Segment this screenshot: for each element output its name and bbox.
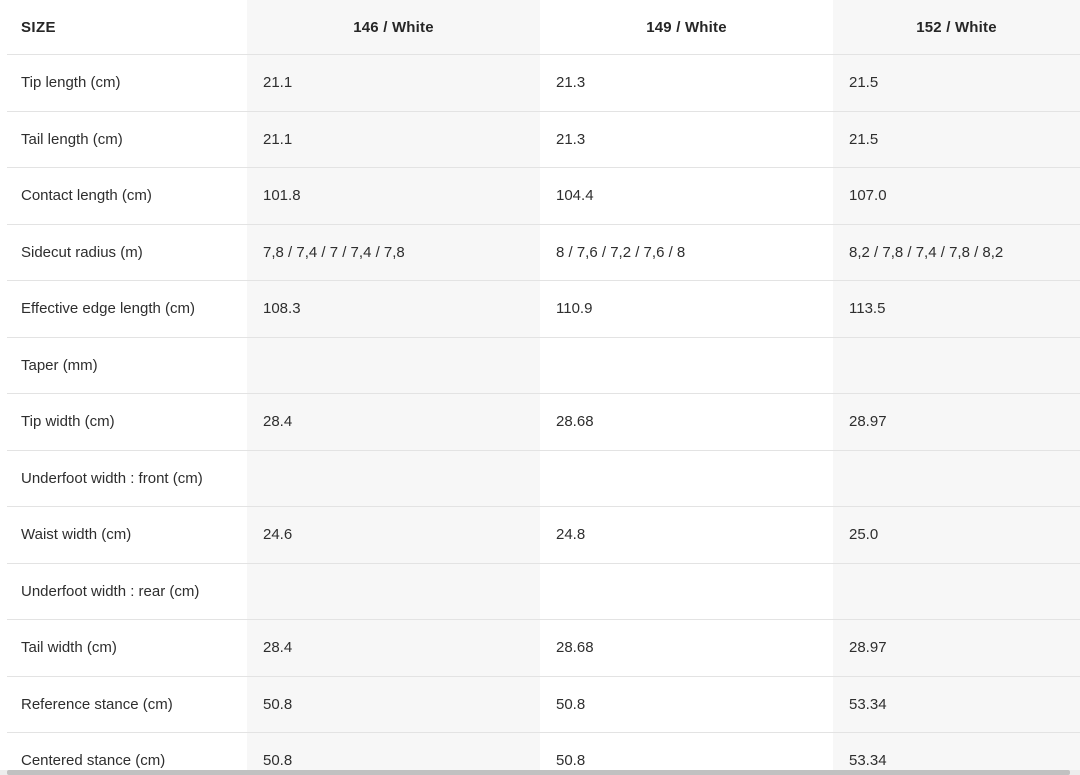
table-row-tail-length bbox=[0, 112, 1080, 169]
table-row-contact-length bbox=[0, 168, 1080, 225]
column-header-size-146-white: 146 / White bbox=[247, 0, 540, 55]
spec-value-cell: 53.34 bbox=[833, 677, 1080, 734]
spec-value-cell: 28.97 bbox=[833, 394, 1080, 451]
table-row-effective-edge-length bbox=[0, 281, 1080, 338]
row-label: Tail length (cm) bbox=[0, 112, 247, 169]
spec-value-cell bbox=[540, 451, 833, 508]
spec-value-cell: 108.3 bbox=[247, 281, 540, 338]
spec-value-cell: 28.97 bbox=[833, 620, 1080, 677]
table-row-tip-width bbox=[0, 394, 1080, 451]
spec-value-cell: 50.8 bbox=[540, 733, 833, 775]
spec-value-cell: 50.8 bbox=[247, 733, 540, 775]
column-header-size-149-white: 149 / White bbox=[540, 0, 833, 55]
spec-value-cell: 21.3 bbox=[540, 55, 833, 112]
horizontal-scrollbar-thumb[interactable] bbox=[7, 770, 1070, 775]
spec-value-cell bbox=[540, 338, 833, 395]
spec-value-cell: 101.8 bbox=[247, 168, 540, 225]
table-row-taper bbox=[0, 338, 1080, 395]
spec-value-cell: 28.4 bbox=[247, 620, 540, 677]
row-label: Reference stance (cm) bbox=[0, 677, 247, 734]
row-label: Tip width (cm) bbox=[0, 394, 247, 451]
spec-value-cell: 107.0 bbox=[833, 168, 1080, 225]
spec-value-cell: 21.1 bbox=[247, 55, 540, 112]
row-label: Waist width (cm) bbox=[0, 507, 247, 564]
spec-value-cell: 113.5 bbox=[833, 281, 1080, 338]
table-row-tip-length bbox=[0, 55, 1080, 112]
spec-value-cell: 8 / 7,6 / 7,2 / 7,6 / 8 bbox=[540, 225, 833, 282]
spec-value-cell: 104.4 bbox=[540, 168, 833, 225]
spec-value-cell: 24.8 bbox=[540, 507, 833, 564]
table-row-underfoot-width-rear bbox=[0, 564, 1080, 621]
row-label: Effective edge length (cm) bbox=[0, 281, 247, 338]
spec-value-cell bbox=[247, 451, 540, 508]
spec-value-cell bbox=[247, 338, 540, 395]
table-row-underfoot-width-front bbox=[0, 451, 1080, 508]
spec-value-cell: 21.3 bbox=[540, 112, 833, 169]
spec-value-cell bbox=[540, 564, 833, 621]
table-row-tail-width bbox=[0, 620, 1080, 677]
spec-value-cell bbox=[247, 564, 540, 621]
spec-value-cell: 21.5 bbox=[833, 55, 1080, 112]
spec-value-cell: 28.68 bbox=[540, 620, 833, 677]
row-label: Underfoot width : rear (cm) bbox=[0, 564, 247, 621]
spec-value-cell: 8,2 / 7,8 / 7,4 / 7,8 / 8,2 bbox=[833, 225, 1080, 282]
table-row-sidecut-radius bbox=[0, 225, 1080, 282]
spec-value-cell: 50.8 bbox=[247, 677, 540, 734]
table-header-row bbox=[0, 0, 1080, 55]
spec-value-cell: 110.9 bbox=[540, 281, 833, 338]
row-label: Underfoot width : front (cm) bbox=[0, 451, 247, 508]
spec-value-cell: 21.1 bbox=[247, 112, 540, 169]
row-label: Centered stance (cm) bbox=[0, 733, 247, 775]
spec-value-cell: 53.34 bbox=[833, 733, 1080, 775]
spec-value-cell bbox=[833, 564, 1080, 621]
table-row-centered-stance bbox=[0, 733, 1080, 775]
table-row-waist-width bbox=[0, 507, 1080, 564]
table-row-reference-stance bbox=[0, 677, 1080, 734]
row-label: Contact length (cm) bbox=[0, 168, 247, 225]
spec-value-cell: 28.68 bbox=[540, 394, 833, 451]
row-label: Tail width (cm) bbox=[0, 620, 247, 677]
column-header-size: SIZE bbox=[0, 0, 247, 55]
row-label: Tip length (cm) bbox=[0, 55, 247, 112]
spec-value-cell: 21.5 bbox=[833, 112, 1080, 169]
spec-value-cell: 25.0 bbox=[833, 507, 1080, 564]
spec-value-cell: 50.8 bbox=[540, 677, 833, 734]
spec-value-cell: 24.6 bbox=[247, 507, 540, 564]
spec-value-cell bbox=[833, 338, 1080, 395]
spec-value-cell bbox=[833, 451, 1080, 508]
row-label: Sidecut radius (m) bbox=[0, 225, 247, 282]
column-header-size-152-white: 152 / White bbox=[833, 0, 1080, 55]
spec-value-cell: 28.4 bbox=[247, 394, 540, 451]
horizontal-scrollbar-track[interactable] bbox=[0, 770, 1080, 775]
row-label: Taper (mm) bbox=[0, 338, 247, 395]
spec-value-cell: 7,8 / 7,4 / 7 / 7,4 / 7,8 bbox=[247, 225, 540, 282]
